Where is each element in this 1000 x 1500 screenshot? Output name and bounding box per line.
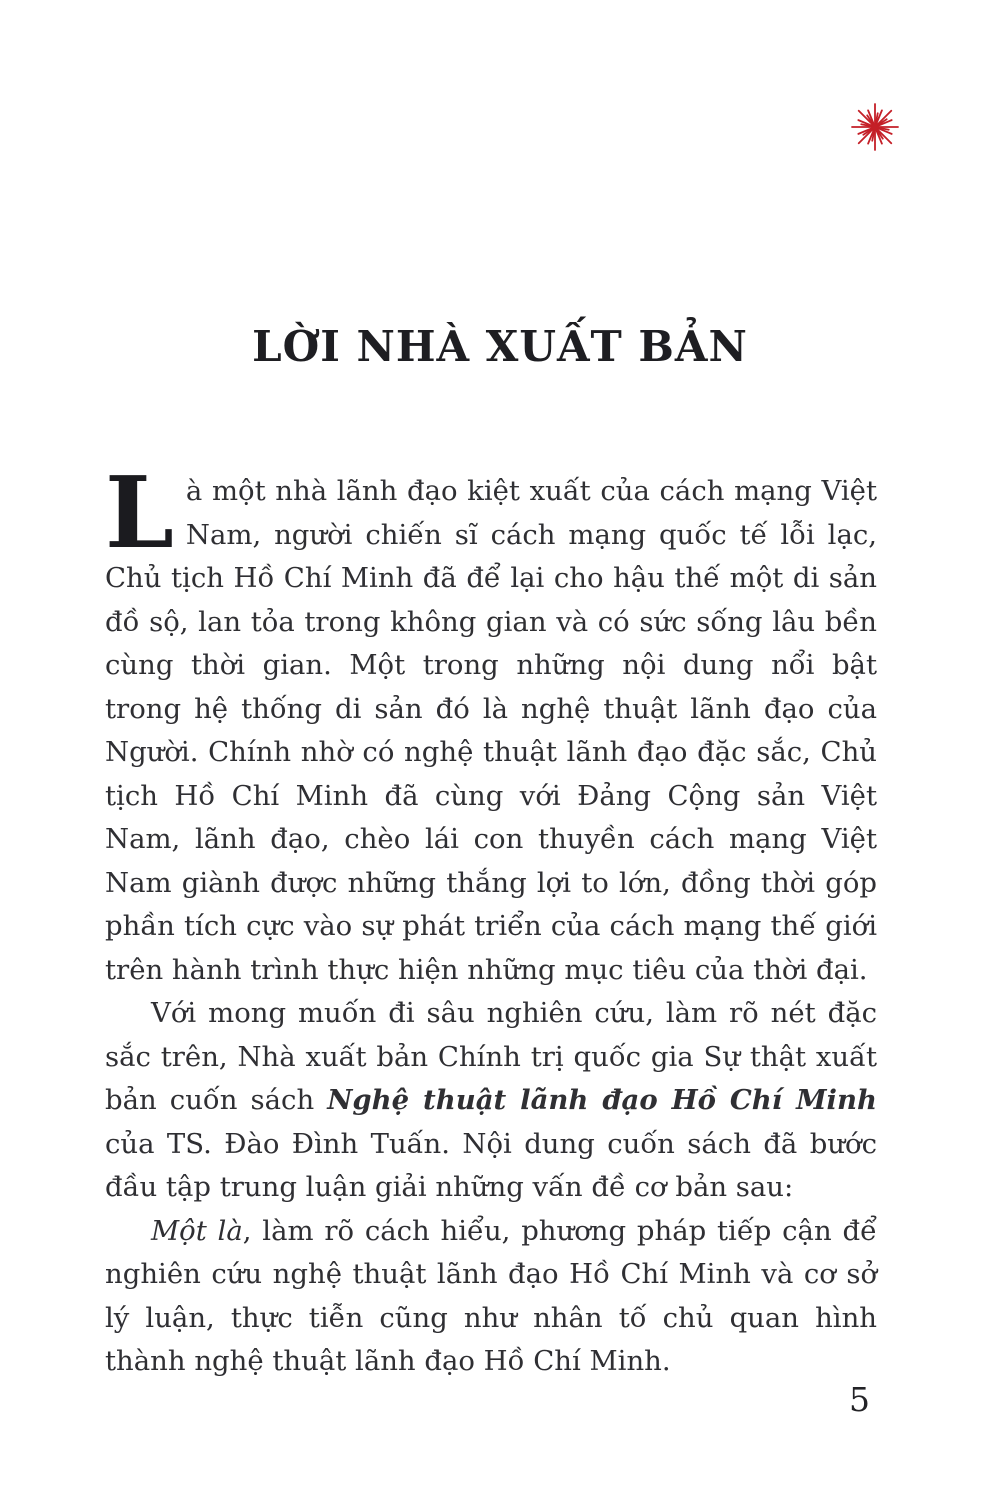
- dropcap-letter: L: [105, 456, 174, 571]
- page-title: LỜI NHÀ XUẤT BẢN: [252, 322, 748, 371]
- paragraph-2-text: Với mong muốn đi sâu nghiên cứu, làm rõ nét đặc sắc trên, Nhà xuất bản Chính trị quốc gia Sự thật xuất bản cuốn sách: [105, 997, 877, 1116]
- paragraph-1-text: à một nhà lãnh đạo kiệt xuất của cách mạng Việt Nam, người chiến sĩ cách mạng quốc tế lỗi lạc, Chủ tịch Hồ Chí Minh đã để lại cho hậu thế một di sản đồ sộ, lan tỏa trong không gian và có sức sống lâu bền cùng thời gian. Một trong những nội dung nổi bật trong hệ thống di sản đó là nghệ thuật lãnh đạo của Người. Chính nhờ có nghệ thuật lãnh đạo đặc sắc, Chủ tịch Hồ Chí Minh đã cùng với Đảng Cộng sản Việt Nam, lãnh đạo, chèo lái con thuyền cách mạng Việt Nam giành được những thắng lợi to lớn, đồng thời góp phần tích cực vào sự phát triển của cách mạng thế giới trên hành trình thực hiện những mục tiêu của thời đại.: [105, 475, 877, 986]
- book-title: Nghệ thuật lãnh đạo Hồ Chí Minh: [327, 1084, 877, 1116]
- paragraph-3: [105, 1210, 877, 1384]
- page-number: 5: [849, 1380, 870, 1419]
- paragraph-3-text: , làm rõ cách hiểu, phương pháp tiếp cận để nghiên cứu nghệ thuật lãnh đạo Hồ Chí Minh và cơ sở lý luận, thực tiễn cũng như nhân tố chủ quan hình thành nghệ thuật lãnh đạo Hồ Chí Minh.: [105, 1214, 877, 1377]
- publisher-emblem-icon: [848, 100, 902, 154]
- paragraph-3-lead: Một là: [151, 1214, 243, 1247]
- paragraph-1: [105, 456, 877, 992]
- paragraph-2: [105, 992, 877, 1210]
- paragraph-2-text-continued: của TS. Đào Đình Tuấn. Nội dung cuốn sách đã bước đầu tập trung luận giải những vấn đề cơ bản sau:: [105, 1127, 877, 1203]
- body-text: [105, 456, 877, 1384]
